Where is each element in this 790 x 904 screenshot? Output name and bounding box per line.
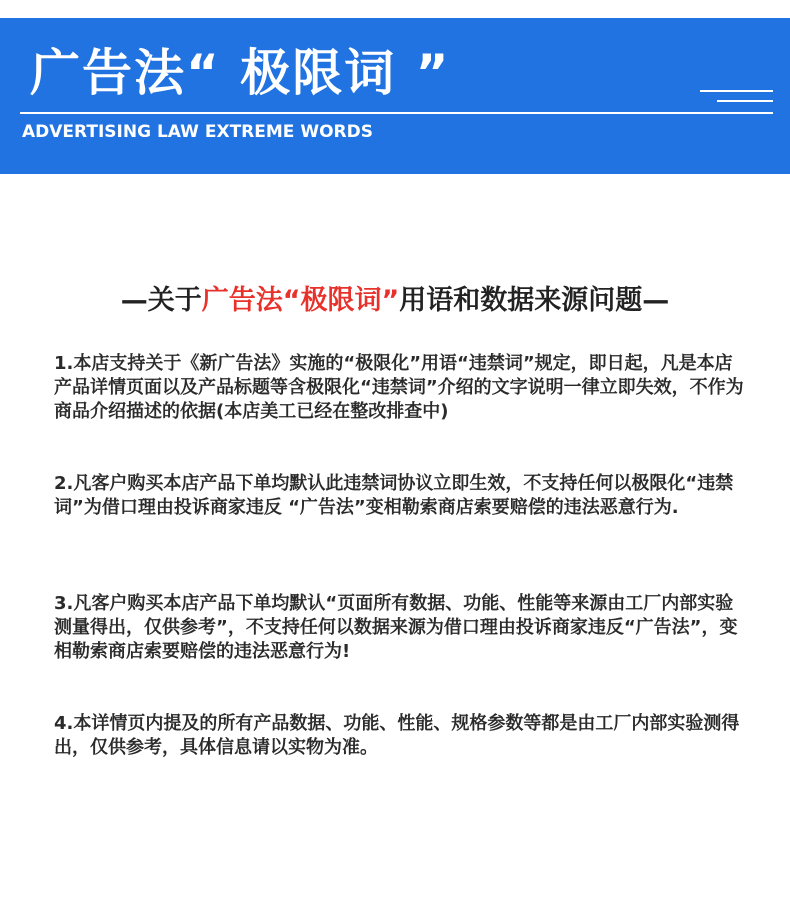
- notice-paragraph-1: 1.本店支持关于《新广告法》实施的“极限化”用语“违禁词”规定，即日起，凡是本店产品详情页面以及产品标题等含极限化“违禁词”介绍的文字说明一律立即失效，不作为商品介绍描述的依据(本店美工已经在整改排查中): [54, 353, 744, 422]
- banner-subtitle: ADVERTISING LAW EXTREME WORDS: [22, 122, 373, 142]
- heading-highlight: 广告法“极限词”: [201, 285, 400, 316]
- heading-suffix: 用语和数据来源问题—: [399, 285, 670, 316]
- banner-title: 广告法“ 极限词 ”: [30, 44, 451, 102]
- decorative-line: [717, 100, 773, 102]
- decorative-line: [700, 90, 773, 92]
- banner-divider: [20, 112, 773, 114]
- section-heading: [0, 278, 790, 317]
- decorative-lines: [700, 90, 773, 110]
- notice-paragraph-4: 4.本详情页内提及的所有产品数据、功能、性能、规格参数等都是由工厂内部实验测得出，仅供参考，具体信息请以实物为准。: [54, 713, 740, 758]
- header-banner: [0, 18, 790, 174]
- heading-prefix: —关于: [120, 285, 202, 316]
- notice-paragraph-2: 2.凡客户购买本店产品下单均默认此违禁词协议立即生效，不支持任何以极限化“违禁词”为借口理由投诉商家违反 “广告法”变相勒索商店索要赔偿的违法恶意行为.: [54, 473, 734, 518]
- notice-paragraph-3: 3.凡客户购买本店产品下单均默认“页面所有数据、功能、性能等来源由工厂内部实验测量得出，仅供参考”，不支持任何以数据来源为借口理由投诉商家违反“广告法”，变相勒索商店索要赔偿的违法恶意行为!: [54, 593, 738, 662]
